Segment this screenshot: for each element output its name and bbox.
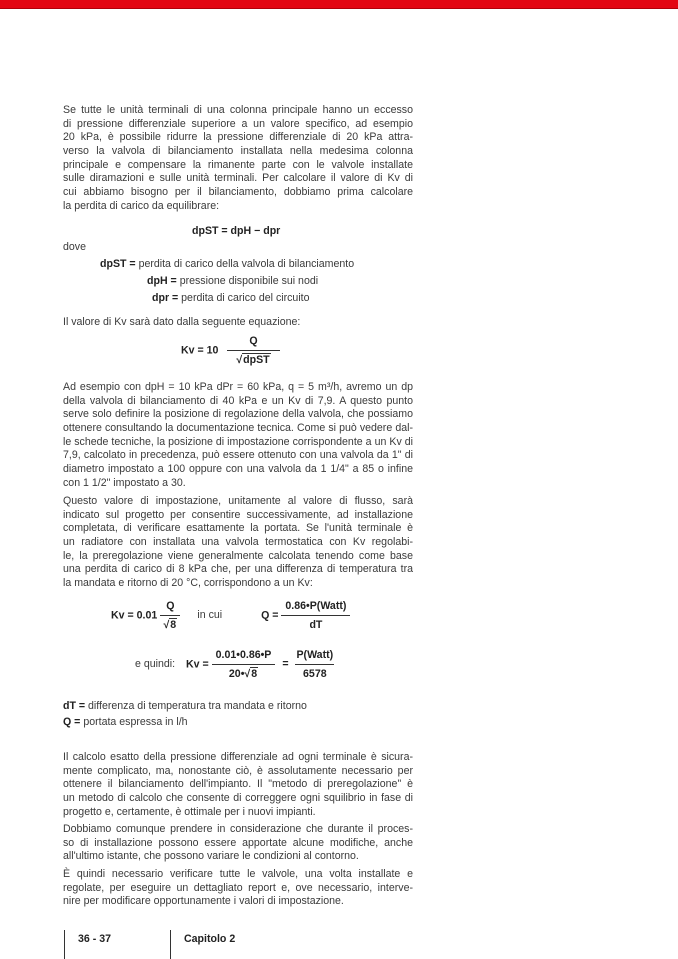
text-line: nire per modificare opportunamente i valori di impostazione. (63, 895, 344, 908)
text-line: una perdita di carico di 8 kPa che, per una differenza di temperatura tra (63, 563, 413, 576)
equals: = (282, 658, 289, 671)
text-line: È quindi necessario verificare tutte le valvole, una volta installate e (63, 868, 413, 880)
text-line: un radiatore con installata una valvola termostatica con Kv regolabi- (63, 536, 413, 549)
footer-divider (64, 930, 65, 959)
numerator: 0.86•P(Watt) (281, 599, 350, 616)
fraction (212, 648, 276, 681)
text-line: cui abbiamo bisogno per il bilanciamento, dobbiamo prima calcolare (63, 186, 413, 199)
footer-divider (170, 930, 171, 959)
text-line: so di installazione possono essere apportate alcune modifiche, anche (63, 836, 413, 849)
text-line: Dobbiamo comunque prendere in considerazione che durante il proces- (63, 823, 413, 835)
radicand: 8 (170, 619, 177, 631)
text-line: le, la preregolazione viene generalmente calcolata tenendo come base (63, 549, 413, 562)
text-line: mente complicato, ma, nonostante ciò, è assolutamente necessario per (63, 764, 413, 777)
denominator: 6578 (303, 668, 327, 680)
def-text: perdita di carico della valvola di bilanciamento (138, 258, 355, 270)
text-line: ottenere consultando la documentazione tecnica. Come si può vedere dal- (63, 422, 413, 435)
equation-kv-radiator (111, 599, 350, 632)
equation-kv (181, 334, 280, 367)
denominator: √dpST (236, 354, 270, 366)
chapter-label: Capitolo 2 (184, 933, 236, 945)
text-line: Se tutte le unità terminali di una colonna principale hanno un eccesso (63, 104, 413, 116)
paragraph-example (63, 381, 413, 491)
e-quindi-label: e quindi: (135, 658, 176, 671)
text-line: serve solo definire la posizione di regolazione della valvola, che possiamo (63, 408, 413, 421)
eq-lhs: Kv = 0.01 (111, 609, 158, 622)
text-line: diametro impostato a 100 oppure con una valvola da 1 1/4" a 85 o infine (63, 463, 413, 476)
eq-lhs: Kv = 10 (181, 344, 219, 357)
eq-lhs: Kv = (186, 658, 209, 671)
text-line: progetto e, certamente, è ottimale per i nuovi impianti. (63, 805, 316, 818)
text-line: di pressione differenziale superiore a un valore specifico, ad esempio (63, 117, 413, 130)
radicand: 8 (251, 668, 258, 680)
def-term: dpST = (100, 258, 136, 270)
paragraph-verification (63, 868, 413, 909)
text-line: Ad esempio con dpH = 10 kPa dPr = 60 kPa, q = 5 m³/h, avremo un dp (63, 381, 413, 393)
text-line: principale e compensare la rimanente parte con le valvole installate (63, 158, 413, 171)
numerator: P(Watt) (295, 648, 334, 665)
text-line: completata, di verificare esattamente la portata. Se l'unità terminale è (63, 522, 413, 535)
text-line: della valvola di bilanciamento di 40 kPa e un Kv di 7,9. A questo punto (63, 394, 413, 407)
numerator: 0.01•0.86•P (212, 648, 276, 665)
fraction-2 (295, 648, 334, 681)
fraction-q (281, 599, 350, 632)
paragraph-intro (63, 104, 413, 214)
denominator: 20•√8 (228, 668, 258, 680)
def-term: dpr = (152, 292, 179, 304)
eq-q-lhs: Q = (261, 609, 279, 622)
definition-dpst (100, 257, 354, 271)
paragraph-calculation (63, 751, 413, 819)
numerator: Q (227, 334, 279, 351)
legend-term: Q = (63, 716, 81, 728)
legend-term: dT = (63, 700, 86, 712)
def-text: perdita di carico del circuito (181, 292, 310, 304)
legend-q (63, 715, 188, 729)
text-line: 7,9, calcolato in precedenza, può essere ottenuto con una valvola da 1" di (63, 449, 413, 462)
dove-label: dove (63, 241, 86, 253)
text-line: indicato sul progetto per consentire successivamente, ad installazione (63, 508, 413, 521)
legend-text: differenza di temperatura tra mandata e ritorno (88, 700, 307, 712)
legend-dt (63, 699, 307, 713)
top-accent-bar (0, 0, 678, 9)
paragraph-installation (63, 823, 413, 864)
text-line: la perdita di carico da equilibrare: (63, 199, 220, 212)
text-line: con 1 1/2" impostato a 30. (63, 476, 186, 489)
text-line: Questo valore di impostazione, unitamente al valore di flusso, sarà (63, 495, 413, 507)
text-line: all'ultimo istante, che possono variare le condizioni al contorno. (63, 850, 359, 863)
paragraph-setting (63, 495, 413, 591)
text-line: 20 kPa, è possibile ridurre la pressione differenziale di 20 kPa attra- (63, 131, 413, 144)
text-line: ottenere il bilanciamento dell'impianto. Il "metodo di preregolazione" è (63, 778, 413, 791)
text-line: Il calcolo esatto della pressione differenziale ad ogni terminale è sicura- (63, 751, 413, 763)
text-line: le schede tecniche, la posizione di impostazione corrispondente a un Kv di (63, 435, 413, 448)
denominator: dT (309, 619, 323, 631)
text-line: un metodo di calcolo che consente di correggere ogni squilibrio in fase di (63, 792, 413, 805)
page-numbers: 36 - 37 (78, 933, 111, 945)
numerator: Q (160, 599, 180, 616)
in-cui-label: in cui (197, 609, 223, 622)
text-line: regolate, per eseguire un dettagliato report e, ove necessario, interve- (63, 881, 413, 894)
den-prefix: 20• (228, 668, 245, 680)
text-line: sulle diramazioni e sulle unità terminali. Per calcolare il valore di Kv di (63, 172, 413, 185)
text-line: verso la valvola di bilanciamento installata nella medesima colonna (63, 145, 413, 158)
equation-dpst: dpST = dpH − dpr (192, 225, 281, 237)
kv-intro: Il valore di Kv sarà dato dalla seguente equazione: (63, 316, 301, 328)
fraction (227, 334, 279, 367)
def-text: pressione disponibile sui nodi (179, 275, 319, 287)
denominator: √8 (163, 619, 177, 631)
fraction (160, 599, 180, 632)
definition-dpr (152, 291, 310, 305)
definition-dph (147, 274, 318, 288)
equation-kv-final (135, 648, 334, 681)
radicand: dpST (243, 354, 270, 366)
text-line: la mandata e ritorno di 20 °C, corrispondono a un Kv: (63, 577, 313, 590)
def-term: dpH = (147, 275, 177, 287)
legend-text: portata espressa in l/h (83, 716, 188, 728)
